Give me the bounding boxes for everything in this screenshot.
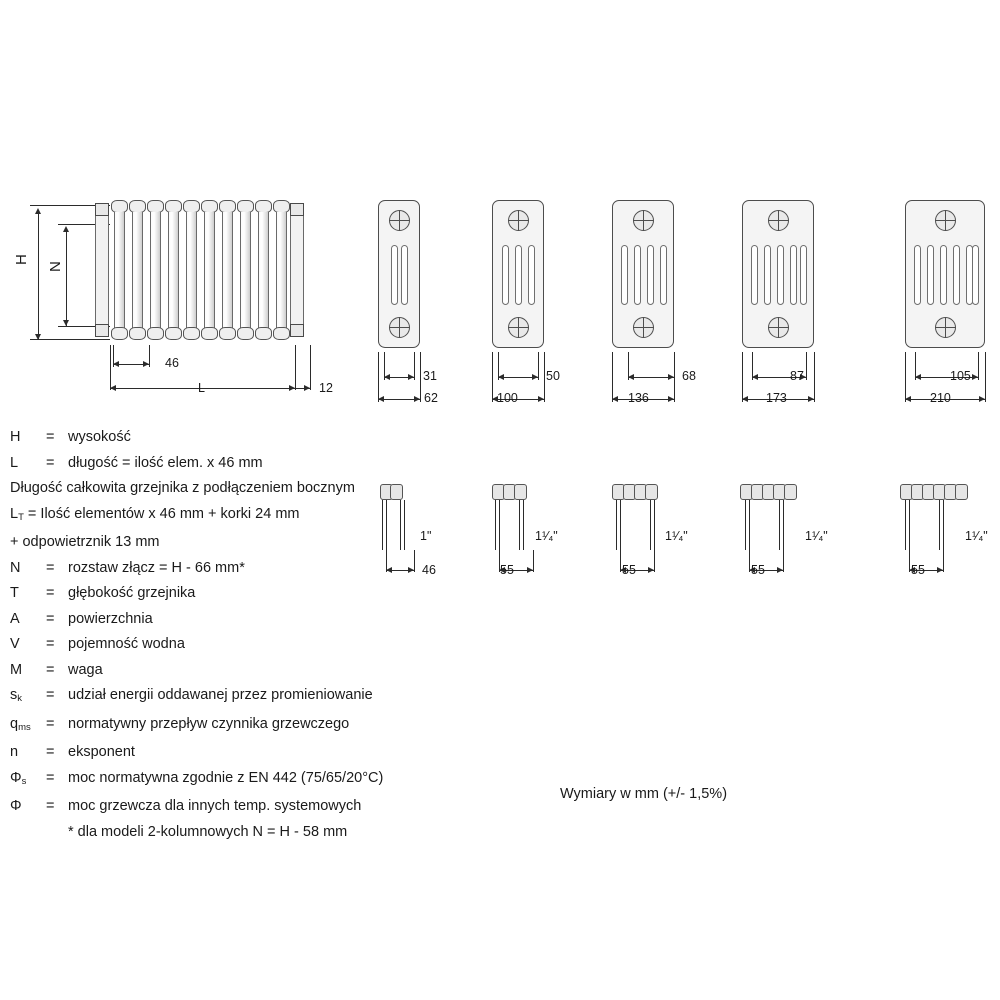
section-inner-dim: 105	[950, 369, 971, 383]
connector-thread-label: 1¹⁄₄"	[665, 529, 688, 543]
legend-equals: =	[46, 769, 55, 786]
dim-ext	[544, 352, 545, 402]
dim-arrow-right	[777, 567, 783, 573]
connector-nut	[784, 484, 797, 500]
connector-pipe	[779, 500, 780, 550]
connector-thread-label: 1¹⁄₄"	[965, 529, 988, 543]
port-bottom-icon	[935, 317, 956, 338]
column-slot	[972, 245, 979, 305]
legend-note-line-3: + odpowietrznik 13 mm	[10, 534, 160, 550]
connector-pipe	[905, 500, 906, 550]
dim-arrow-left	[612, 396, 618, 402]
dim-arrow-right	[808, 396, 814, 402]
connector-dim-label: 55	[911, 563, 925, 577]
legend-text: rozstaw złącz = H - 66 mm*	[68, 559, 245, 576]
connector-pipe	[499, 500, 500, 550]
radiator-end-cap-left	[95, 200, 109, 340]
legend-symbol	[10, 683, 46, 712]
units-note: Wymiary w mm (+/- 1,5%)	[560, 786, 728, 802]
connector-pipe	[523, 500, 524, 550]
dim-ext	[654, 550, 655, 572]
legend-row-A	[10, 607, 470, 633]
dim-ext	[742, 352, 743, 402]
legend-text: moc grzewcza dla innych temp. systemowych	[68, 798, 362, 814]
radiator-element	[147, 200, 164, 340]
dim-arrow-left	[915, 374, 921, 380]
dim-arrow-left	[498, 374, 504, 380]
dim-ext	[533, 550, 534, 572]
legend-text: moc normatywna zgodnie z EN 442 (75/65/20°C)	[68, 769, 384, 786]
dim-ext	[492, 352, 493, 402]
legend-block	[10, 425, 470, 845]
radiator-element	[237, 200, 254, 340]
legend-equals: =	[46, 636, 55, 652]
legend-row-phi-s	[10, 766, 470, 795]
legend-text: pojemność wodna	[68, 636, 185, 652]
dim46-arrow-left	[113, 361, 119, 367]
column-slot	[634, 245, 641, 305]
legend-equals: =	[46, 715, 55, 732]
n-dim-line	[66, 230, 67, 326]
connector-dim-label: 46	[422, 563, 436, 577]
dim-arrow-right	[408, 374, 414, 380]
connector-thread-label: 1¹⁄₄"	[535, 529, 558, 543]
connector-nut	[955, 484, 968, 500]
column-slot	[914, 245, 921, 305]
dimL-ext-right	[295, 345, 296, 390]
legend-footnote: * dla modeli 2-kolumnowych N = H - 58 mm	[68, 823, 348, 840]
legend-symbol-main: s	[10, 687, 18, 703]
label-N: N	[47, 261, 64, 272]
dim-arrow-right	[532, 374, 538, 380]
dim-ext	[538, 352, 539, 380]
radiator-element	[165, 200, 182, 340]
section-inner-dim: 87	[790, 369, 804, 383]
radiator-side-view	[95, 200, 310, 340]
connector-pipe	[783, 500, 784, 550]
dim-ext	[978, 352, 979, 380]
legend-row-T	[10, 581, 470, 607]
connector-thread-label: 1"	[420, 529, 432, 543]
legend-row-L	[10, 451, 470, 477]
legend-equals: =	[46, 454, 55, 471]
legend-symbol-sub: k	[17, 693, 22, 704]
section-outline	[905, 200, 985, 348]
legend-symbol	[10, 766, 46, 795]
legend-text: długość = ilość elem. x 46 mm	[68, 454, 263, 471]
radiator-element	[129, 200, 146, 340]
radiator-element	[255, 200, 272, 340]
legend-text: eksponent	[68, 744, 135, 760]
dim-arrow-right	[668, 396, 674, 402]
dim12-ext-right	[310, 345, 311, 390]
column-slot	[751, 245, 758, 305]
legend-symbol-main: Φ	[10, 769, 22, 786]
legend-symbol: Φ	[10, 798, 22, 814]
connector-pipe	[495, 500, 496, 550]
legend-row-M	[10, 658, 470, 684]
dim-ext	[420, 352, 421, 402]
legend-symbol: A	[10, 610, 20, 627]
dim-ext	[378, 352, 379, 402]
column-slot	[953, 245, 960, 305]
port-bottom-icon	[389, 317, 410, 338]
dim-arrow-left	[905, 396, 911, 402]
legend-text: powierzchnia	[68, 610, 153, 627]
port-bottom-icon	[633, 317, 654, 338]
legend-symbol-main: q	[10, 715, 19, 732]
port-bottom-icon	[508, 317, 529, 338]
connector-dim-label: 55	[622, 563, 636, 577]
n-arrow-up	[63, 226, 69, 232]
section-outer-dim: 100	[497, 391, 518, 405]
connector-pipe	[654, 500, 655, 550]
dim-ext	[814, 352, 815, 402]
legend-row-N	[10, 556, 470, 582]
legend-text: głębokość grzejnika	[68, 585, 196, 601]
connector-nut	[645, 484, 658, 500]
radiator-element	[219, 200, 236, 340]
label-H: H	[13, 254, 30, 265]
section-outer-dim: 136	[628, 391, 649, 405]
dim-L-label: L	[198, 381, 205, 395]
legend-symbol: T	[10, 585, 19, 601]
column-slot	[528, 245, 535, 305]
connector-pipe	[943, 500, 944, 550]
column-slot	[647, 245, 654, 305]
port-top-icon	[508, 210, 529, 231]
connector-pipe	[749, 500, 750, 550]
dim-arrow-right	[414, 396, 420, 402]
section-inner-dim: 50	[546, 369, 560, 383]
legend-row-H	[10, 425, 470, 451]
connector-pipe	[939, 500, 940, 550]
dim-arrow-left	[752, 374, 758, 380]
legend-note-lt-sub: T	[18, 511, 24, 523]
dimL-arrow-left	[110, 385, 116, 391]
legend-symbol: N	[10, 559, 21, 576]
legend-row-sk	[10, 683, 470, 712]
dim-46-label: 46	[165, 356, 179, 370]
column-slot	[764, 245, 771, 305]
section-outline	[742, 200, 814, 348]
dim-ext	[985, 352, 986, 402]
legend-row-qms	[10, 712, 470, 741]
radiator-element	[273, 200, 290, 340]
dim-arrow-right	[937, 567, 943, 573]
section-outer-dim: 173	[766, 391, 787, 405]
legend-equals: =	[46, 429, 55, 445]
dim-ext	[674, 352, 675, 402]
radiator-element	[201, 200, 218, 340]
column-slot	[621, 245, 628, 305]
legend-equals: =	[46, 798, 55, 814]
dim-arrow-right	[979, 396, 985, 402]
legend-symbol: L	[10, 454, 19, 471]
connector-pipe	[650, 500, 651, 550]
dim-arrow-right	[527, 567, 533, 573]
column-slot	[927, 245, 934, 305]
connector-pipe	[909, 500, 910, 550]
connector-dim-label: 55	[751, 563, 765, 577]
legend-text: udział energii oddawanej przez promieniowanie	[68, 687, 373, 703]
connector-dim-label: 55	[500, 563, 514, 577]
dim-arrow-right	[648, 567, 654, 573]
dim-ext	[783, 550, 784, 572]
legend-symbol: H	[10, 429, 21, 445]
legend-note-line-2	[10, 502, 470, 531]
legend-note-lt-rest: = Ilość elementów x 46 mm + korki 24 mm	[23, 505, 300, 522]
legend-equals: =	[46, 559, 55, 576]
port-top-icon	[768, 210, 789, 231]
dim-ext	[612, 352, 613, 402]
legend-text: wysokość	[68, 429, 131, 445]
dim-arrow-left	[628, 374, 634, 380]
section-inner-dim: 31	[423, 369, 437, 383]
column-slot	[401, 245, 408, 305]
dim-arrow-right	[972, 374, 978, 380]
legend-equals: =	[46, 610, 55, 627]
column-slot	[515, 245, 522, 305]
column-slot	[800, 245, 807, 305]
dim-arrow-left	[742, 396, 748, 402]
section-outline	[378, 200, 420, 348]
column-slot	[777, 245, 784, 305]
section-outer-dim: 210	[930, 391, 951, 405]
connector-nut	[514, 484, 527, 500]
dim-ext	[806, 352, 807, 380]
column-slot	[940, 245, 947, 305]
h-dim-line	[38, 212, 39, 340]
legend-row-phi	[10, 794, 470, 820]
column-slot	[790, 245, 797, 305]
section-outline	[612, 200, 674, 348]
port-top-icon	[633, 210, 654, 231]
legend-symbol-sub: s	[21, 775, 27, 787]
column-slot	[391, 245, 398, 305]
dim-ext	[414, 352, 415, 380]
connector-pipe	[620, 500, 621, 550]
dim-ext	[905, 352, 906, 402]
dim-arrow-left	[378, 396, 384, 402]
port-bottom-icon	[768, 317, 789, 338]
dim46-arrow-right	[143, 361, 149, 367]
column-slot	[660, 245, 667, 305]
section-outline	[492, 200, 544, 348]
legend-equals: =	[46, 661, 55, 678]
legend-text: waga	[68, 661, 103, 678]
dim46-ext-right	[149, 345, 150, 367]
section-inner-dim: 68	[682, 369, 696, 383]
legend-symbol: M	[10, 661, 23, 678]
legend-equals: =	[46, 585, 55, 601]
legend-symbol: n	[10, 744, 19, 760]
connector-pipe	[616, 500, 617, 550]
legend-symbol-sub: ms	[18, 721, 31, 733]
legend-symbol: V	[10, 636, 20, 652]
h-arrow-up	[35, 208, 41, 214]
radiator-element	[111, 200, 128, 340]
port-top-icon	[389, 210, 410, 231]
legend-text: normatywny przepływ czynnika grzewczego	[68, 715, 350, 732]
dim-ext	[943, 550, 944, 572]
connector-pipe	[519, 500, 520, 550]
connector-thread-label: 1¹⁄₄"	[805, 529, 828, 543]
section-outer-dim: 62	[424, 391, 438, 405]
legend-symbol	[10, 712, 46, 741]
legend-equals: =	[46, 687, 55, 703]
radiator-element	[183, 200, 200, 340]
dim-12-label: 12	[319, 381, 333, 395]
dim-arrow-right	[538, 396, 544, 402]
legend-row-n	[10, 740, 470, 766]
legend-note-lt: L	[10, 505, 19, 522]
legend-equals: =	[46, 744, 55, 760]
port-top-icon	[935, 210, 956, 231]
column-slot	[502, 245, 509, 305]
radiator-end-cap-right	[290, 200, 304, 340]
dim12-arrow-right	[304, 385, 310, 391]
connector-pipe	[745, 500, 746, 550]
dimL-ext-left	[110, 345, 111, 390]
legend-row-V	[10, 632, 470, 658]
legend-note-line-1: Długość całkowita grzejnika z podłączeniem bocznym	[10, 480, 355, 496]
dim-arrow-left	[384, 374, 390, 380]
